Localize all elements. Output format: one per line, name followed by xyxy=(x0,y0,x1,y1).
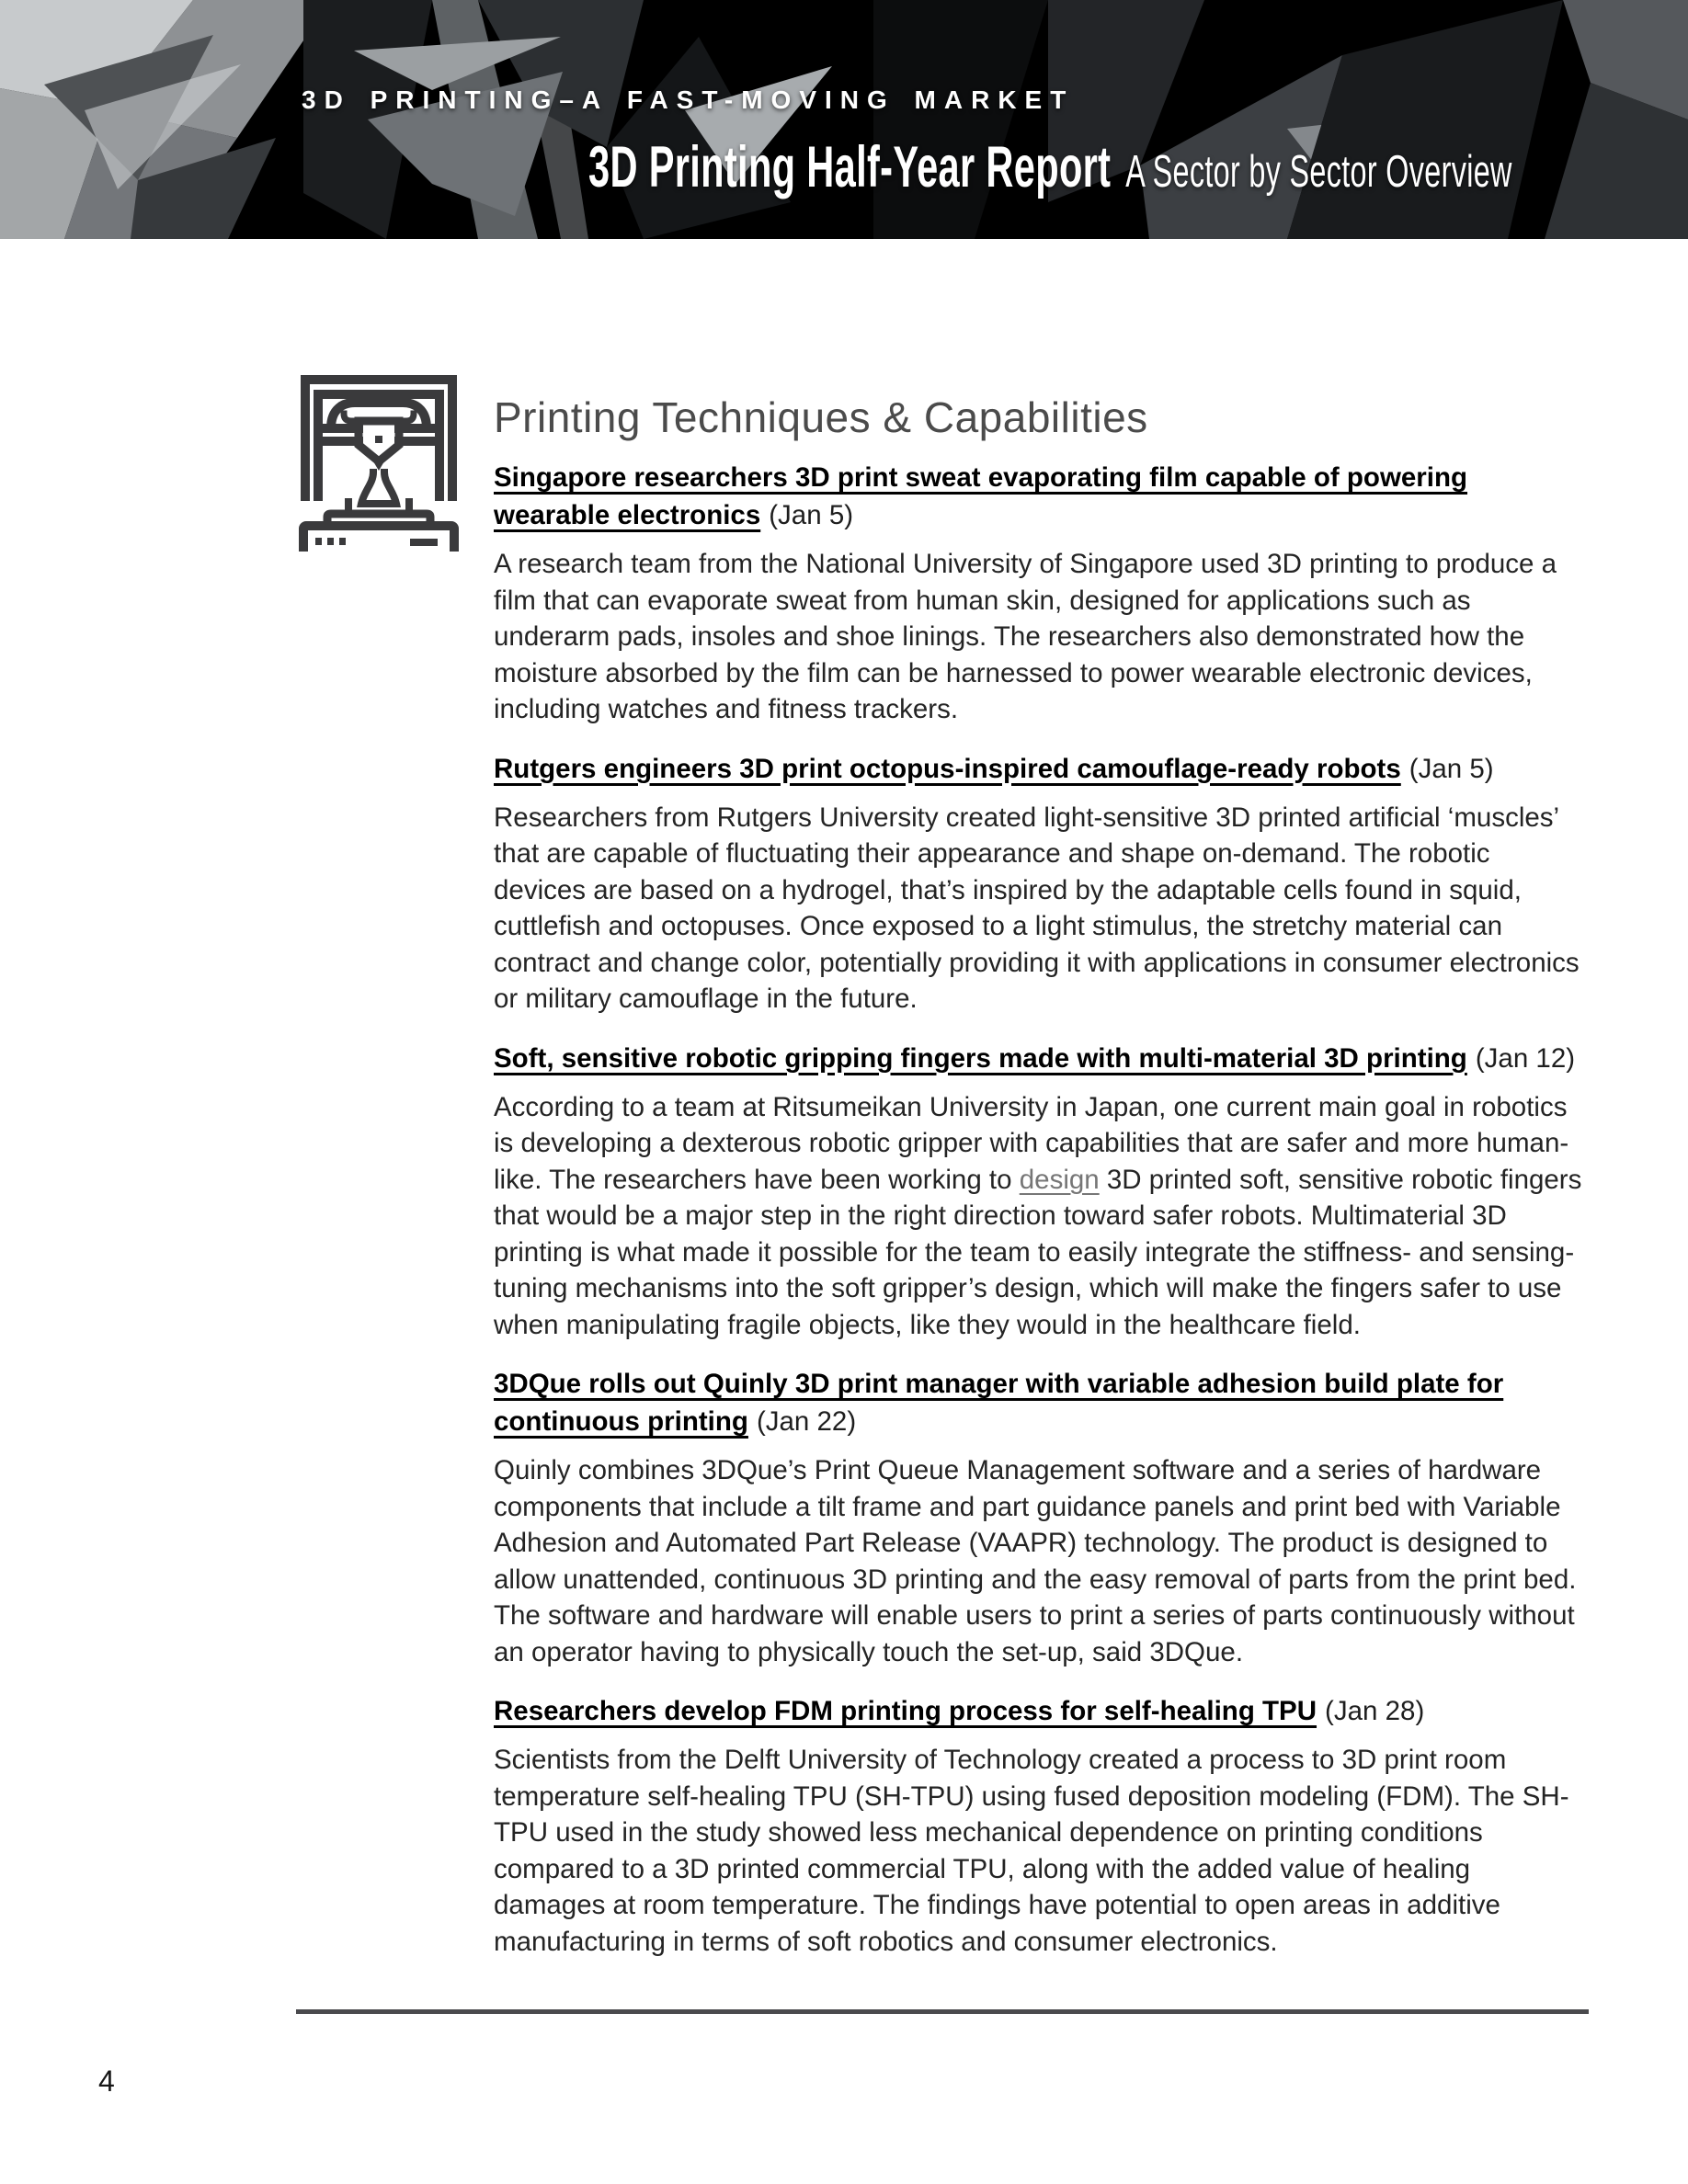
article-date: (Jan 5) xyxy=(1409,753,1494,784)
article-date: (Jan 22) xyxy=(756,1406,857,1437)
footer-divider xyxy=(296,2009,1589,2014)
article-title-link[interactable]: 3DQue rolls out Quinly 3D print manager with variable adhesion build plate for continuous printing xyxy=(494,1369,1504,1437)
article-title-link[interactable]: Soft, sensitive robotic gripping fingers made with multi-material 3D printing xyxy=(494,1042,1467,1074)
article-body: Scientists from the Delft University of Technology created a process to 3D print room temperature self-healing TPU (SH-TPU) using fused deposition modeling (FDM). The SH-TPU used in the study showed less mechanical dependence on printing conditions compared to a 3D printed commercial TPU, along with the added value of healing damages at room temperature. The findings have potential to open areas in additive manufacturing in terms of soft robotics and consumer electronics. xyxy=(494,1745,1569,1957)
report-title: 3D Printing Half-Year Report xyxy=(588,135,1112,199)
article xyxy=(494,1692,1583,1960)
article-title xyxy=(494,459,1583,534)
masthead xyxy=(588,134,1512,200)
article-title-link[interactable]: Researchers develop FDM printing process for self-healing TPU xyxy=(494,1696,1317,1726)
article xyxy=(494,1040,1583,1344)
article-body: Quinly combines 3DQue’s Print Queue Management software and a series of hardware components that include a tilt frame and part guidance panels and print bed with Variable Adhesion and Automated Part Release (VAAPR) technology. The product is designed to allow unattended, continuous 3D printing and the easy removal of parts from the print bed. The software and hardware will enable users to print a series of parts continuously without an operator having to physically touch the set-up, said 3DQue. xyxy=(494,1455,1577,1667)
article-title-link[interactable]: Rutgers engineers 3D print octopus-inspired camouflage-ready robots xyxy=(494,753,1401,784)
article-body xyxy=(494,1089,1583,1344)
article-body-text: According to a team at Ritsumeikan University in Japan, one current main goal in robotics is developing a dexterous robotic gripper with capabilities that are safer and more human-like. The researchers have been working to xyxy=(494,1091,1569,1195)
article xyxy=(494,750,1583,1018)
article-date: (Jan 28) xyxy=(1325,1696,1425,1726)
header-eyebrow: 3D PRINTING–A FAST-MOVING MARKET xyxy=(302,85,1075,114)
article-title xyxy=(494,1040,1583,1077)
article-title-link[interactable]: Singapore researchers 3D print sweat evaporating film capable of powering wearable electronics xyxy=(494,462,1468,530)
article-title xyxy=(494,1692,1583,1730)
header-polygon-art xyxy=(0,0,1688,239)
article-date: (Jan 12) xyxy=(1475,1042,1576,1074)
page-number: 4 xyxy=(98,2065,115,2098)
article-body: A research team from the National University of Singapore used 3D printing to produce a film that can evaporate sweat from human skin, designed for applications such as underarm pads, insoles and shoe linings. The researchers also demonstrated how the moisture absorbed by the film can be harnessed to power wearable electronic devices, including watches and fitness trackers. xyxy=(494,549,1557,724)
article-title xyxy=(494,750,1583,788)
article-date: (Jan 5) xyxy=(769,500,854,530)
printer-3d-icon xyxy=(296,370,462,552)
article xyxy=(494,1365,1583,1670)
article xyxy=(494,459,1583,728)
article-body-text: 3D printed soft, sensitive robotic fingers that would be a major step in the right direction toward safer robots. Multimaterial 3D printing is what made it possible for the team to easily integrate the stiffness- and sensing-tuning mechanisms into the soft gripper’s design, which will make the fingers safer to use when manipulating fragile objects, like they would in the healthcare field. xyxy=(494,1164,1582,1340)
report-subtitle: A Sector by Sector Overview xyxy=(1125,147,1512,197)
header-banner xyxy=(0,0,1688,239)
article-title xyxy=(494,1365,1583,1440)
article-body: Researchers from Rutgers University created light-sensitive 3D printed artificial ‘muscles’ that are capable of fluctuating their appearance and shape on-demand. The robotic devices are based on a hydrogel, that’s inspired by the adaptable cells found in squid, cuttlefish and octopuses. Once exposed to a light stimulus, the stretchy material can contract and change color, potentially providing it with applications in consumer electronics or military camouflage in the future. xyxy=(494,802,1580,1014)
design-link[interactable]: design xyxy=(1019,1164,1100,1195)
section-heading: Printing Techniques & Capabilities xyxy=(494,393,1148,441)
content-column xyxy=(494,393,1583,1982)
